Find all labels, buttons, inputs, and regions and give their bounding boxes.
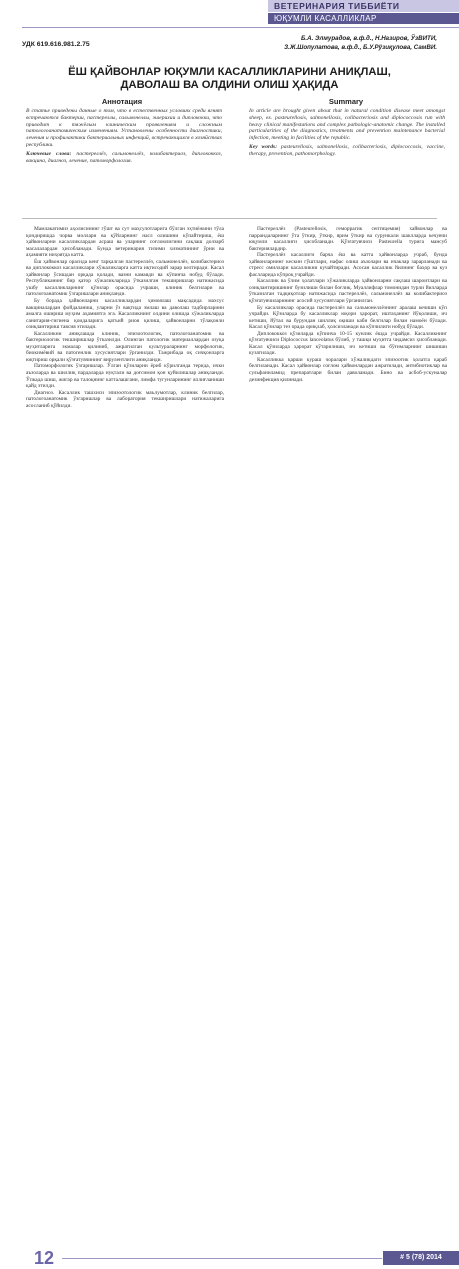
paragraph: Бу борада ҳайвонларни касалликлардан ҳимоялаш мақсадида махсус вакциналардан фойдаланиш, уларни ўз вақтида эмлаш ва даволаш тадбирларини амалга ошириш муҳим аҳамиятга эга. Касалликнинг олдини олишда хўжаликларда санитария-гигиена қоидаларига қатъий риоя қилиш, ҳайвонларни тўлақонли озиқлантириш тавсия этилади. bbox=[26, 298, 224, 331]
page-number: 12 bbox=[34, 1248, 55, 1268]
footer-rule bbox=[62, 1258, 382, 1259]
paragraph: Касалликни аниқлашда клиник, эпизоотологик, патологоанатомик ва бактериологик текширишлар ўтказилди. Олинган патологик материаллардан озуқа муҳитларига экмалар қилиниб, ажратилган культураларнинг морфологик, биокимёвий ва патогенлик хусусиятлари ўрганилди. Тажрибада оқ сичқонларга юқтириш орқали қўзғатувчининг вирулентлиги аниқланди. bbox=[26, 330, 224, 363]
body-column-right bbox=[249, 226, 447, 383]
abstract-text: В статье приведены данные о том, что в естественных условиях среди ягнят встречаются бактерии, пастереллы, сальмонеллы, эшерихии и диплококки, что приводит к тяжёлым клиническим проявлениям и сложным патологоанатомическим изменениям. Установлены особенности диагностики, лечения и профилактики бактериальных инфекций, встречающихся в хозяйствах республики. bbox=[26, 108, 222, 148]
paragraph: Касаллик ва ўлим ҳолатлари хўжаликларда ҳайвонларни сақлаш шароитлари ва озиқлантиришнинг бузилиши билан боғлиқ. Муаллифлар томонидан турли йилларда ўтказилган тадқиқотлар натижасида пастереллёз, сальмонеллёз ва колибактериоз қўзғатувчиларининг асосий хусусиятлари ўрганилган. bbox=[249, 278, 447, 305]
section-divider bbox=[22, 218, 437, 219]
abstract-heading: Аннотация bbox=[101, 97, 143, 106]
issue-badge: # 5 (78) 2014 bbox=[383, 1251, 459, 1265]
paragraph: Пастереллёз (Pasteurellosis, геморрагик септицемия) хайвонлар ва паррандаларнинг ўта ўткир, ўткир, ярим ўткир ва сурункали шаклларда кечувчи юқумли касаллиги ҳисобланади. Қўзғатувчиси Pasteurella турига мансуб бактериялардир. bbox=[249, 226, 447, 252]
authors-block bbox=[217, 35, 437, 52]
article-title bbox=[22, 66, 437, 92]
paragraph: Ёш ҳайвонлар орасида кенг тарқалган пастереллёз, сальмонеллёз, колибактериоз ва диплококкоз касалликлари хўжаликларга катта иқтисодий зарар келтиради. Касал ҳайвонлар ўсишдан орқада қолади, вазни камаяди ва кўпинча нобуд бўлади. Республиканинг бир қатор хўжаликларида ўтказилган текширишлар натижасида ушбу касалликларнинг қўзилар орасида учраши, клиник белгилари ва патологоанатомик ўзгаришлари аниқланди. bbox=[26, 258, 224, 298]
paragraph: Патоморфологик ўзгаришлар. Ўлган қўзиларни ёриб кўрилганда терида, ички аъзоларда ва шиллиқ пардаларда нуқтали ва доғсимон қон қуйилишлар аниқланди. Ўпкада шиш, жигар ва талоқнинг катталашгани, лимфа тугунларининг яллиғланиши қайд этилди. bbox=[26, 363, 224, 390]
title-line-2: ДАВОЛАШ ВА ОЛДИНИ ОЛИШ ҲАҚИДА bbox=[120, 79, 339, 91]
page-footer bbox=[0, 622, 459, 1268]
abstract-keywords: пастереллёз, сальмонеллёз, колибактериоз, диплококкоз, вакцина, диагноз, лечение, патоморфология. bbox=[26, 150, 222, 164]
summary-block bbox=[249, 108, 445, 158]
title-line-1: ЁШ ҚАЙВОНЛАР ЮҚУМЛИ КАСАЛЛИКЛАРИНИ АНИҚЛАШ, bbox=[68, 66, 391, 78]
journal-title: ВЕТЕРИНАРИЯ ТИББИЁТИ bbox=[268, 0, 459, 12]
paragraph: Мамлакатимиз аҳолисининг гўшт ва сут маҳсулотларига бўлган эҳтиёжини тўла қондиришда чорва моллари ва қўйларнинг насл олишини кўпайтириш, ёш ҳайвонларни касалликлардан асраш ва уларнинг соғломлигини сақлаш долзарб масалалардан ҳисобланади. Бунда ветеринария тизими хизматининг ўрни ва аҳамияти ниҳоятда катта. bbox=[26, 226, 224, 259]
body-column-left bbox=[26, 226, 224, 409]
summary-text: In article are brought given about that in natural condition disease meet amongst sheep, ex. pasteurellosis, salmonellosis, colibacteriosis and diplococcosis run with heavy clinical manifestations and complex pathologic-anatomic change. The installed particularities of the diagnostics, treatments and prevention maintenance bacterial infection, meeting in facilities of the republic. bbox=[249, 108, 445, 142]
paragraph: Касалликка қарши кураш чоралари хўжаликдаги эпизоотик ҳолатга қараб белгиланади. Касал ҳайвонлар соғлом ҳайвонлардан ажратилади, антибиотиклар ва сульфаниламид препаратлари билан даволанади. Бино ва асбоб-ускуналар дезинфекция қилинади. bbox=[249, 356, 447, 383]
header-rule bbox=[22, 27, 459, 28]
paragraph: Диагноз. Касаллик ташхиси эпизоотологик маълумотлар, клиник белгилар, патологоанатомик ўзгаришлар ва лаборатория текширишлари натижаларига асосланиб қўйилди. bbox=[26, 389, 224, 409]
udk-code: УДК 619.616.981.2.75 bbox=[22, 41, 90, 48]
authors-line-1: Б.А. Элмурадов, в.ф.д., Н.Назиров, ЎзВИТИ, bbox=[301, 35, 437, 42]
abstract-block bbox=[26, 108, 222, 164]
authors-line-2: З.Ж.Шопулатова, в.ф.д., Б.У.Рўзиқулова, СамВИ. bbox=[284, 43, 437, 51]
section-title: ЮҚУМЛИ КАСАЛЛИКЛАР bbox=[268, 13, 459, 24]
summary-heading: Summary bbox=[328, 97, 364, 106]
paragraph: Бу касалликлар орасида пастереллёз ва сальмонеллёзнинг аралаш кечиши кўп учрайди. Қўзиларда бу касалликлар юқори ҳарорат, иштаҳанинг йўқолиши, ич кетиши, йўтал ва бурундан шиллиқ оқиши каби белгилар билан намоён бўлади. Касал қўзилар тез орада ориқлаб, ҳолсизланади ва кўпчилиги нобуд бўлади. bbox=[249, 304, 447, 331]
paragraph: Диплококкоз қўзиларда кўпинча 10-15 кунлик ёшда учрайди. Касалликнинг қўзғатувчиси Diplococcus lanceolatus бўлиб, у ташқи муҳитга чидамсиз ҳисобланади. Касал қўзиларда ҳарорат кўтарилиши, ич кетиши ва бўғимларнинг шишиши кузатилади. bbox=[249, 330, 447, 357]
summary-keywords: pasteurellosis, salmonellosis, colibacteriosis, diplococcosis, vaccine, therapy, prevention, pathomorphology. bbox=[249, 143, 445, 157]
abstract-keywords-label: Ключевые слова: bbox=[26, 150, 72, 157]
paragraph: Пастереллёз касаллиги барча ёш ва катта ҳайвонларда учраб, бунда ҳайвонларнинг кескин гўштлари, нафас олиш аъзолари ва ичаклар зарарланади ва стресс омиллари касалликни кучайтиради. Асосан касаллик йилнинг баҳор ва куз фаслларида кўпроқ учрайди. bbox=[249, 252, 447, 278]
journal-header bbox=[0, 0, 459, 30]
summary-keywords-label: Key words: bbox=[249, 143, 278, 150]
